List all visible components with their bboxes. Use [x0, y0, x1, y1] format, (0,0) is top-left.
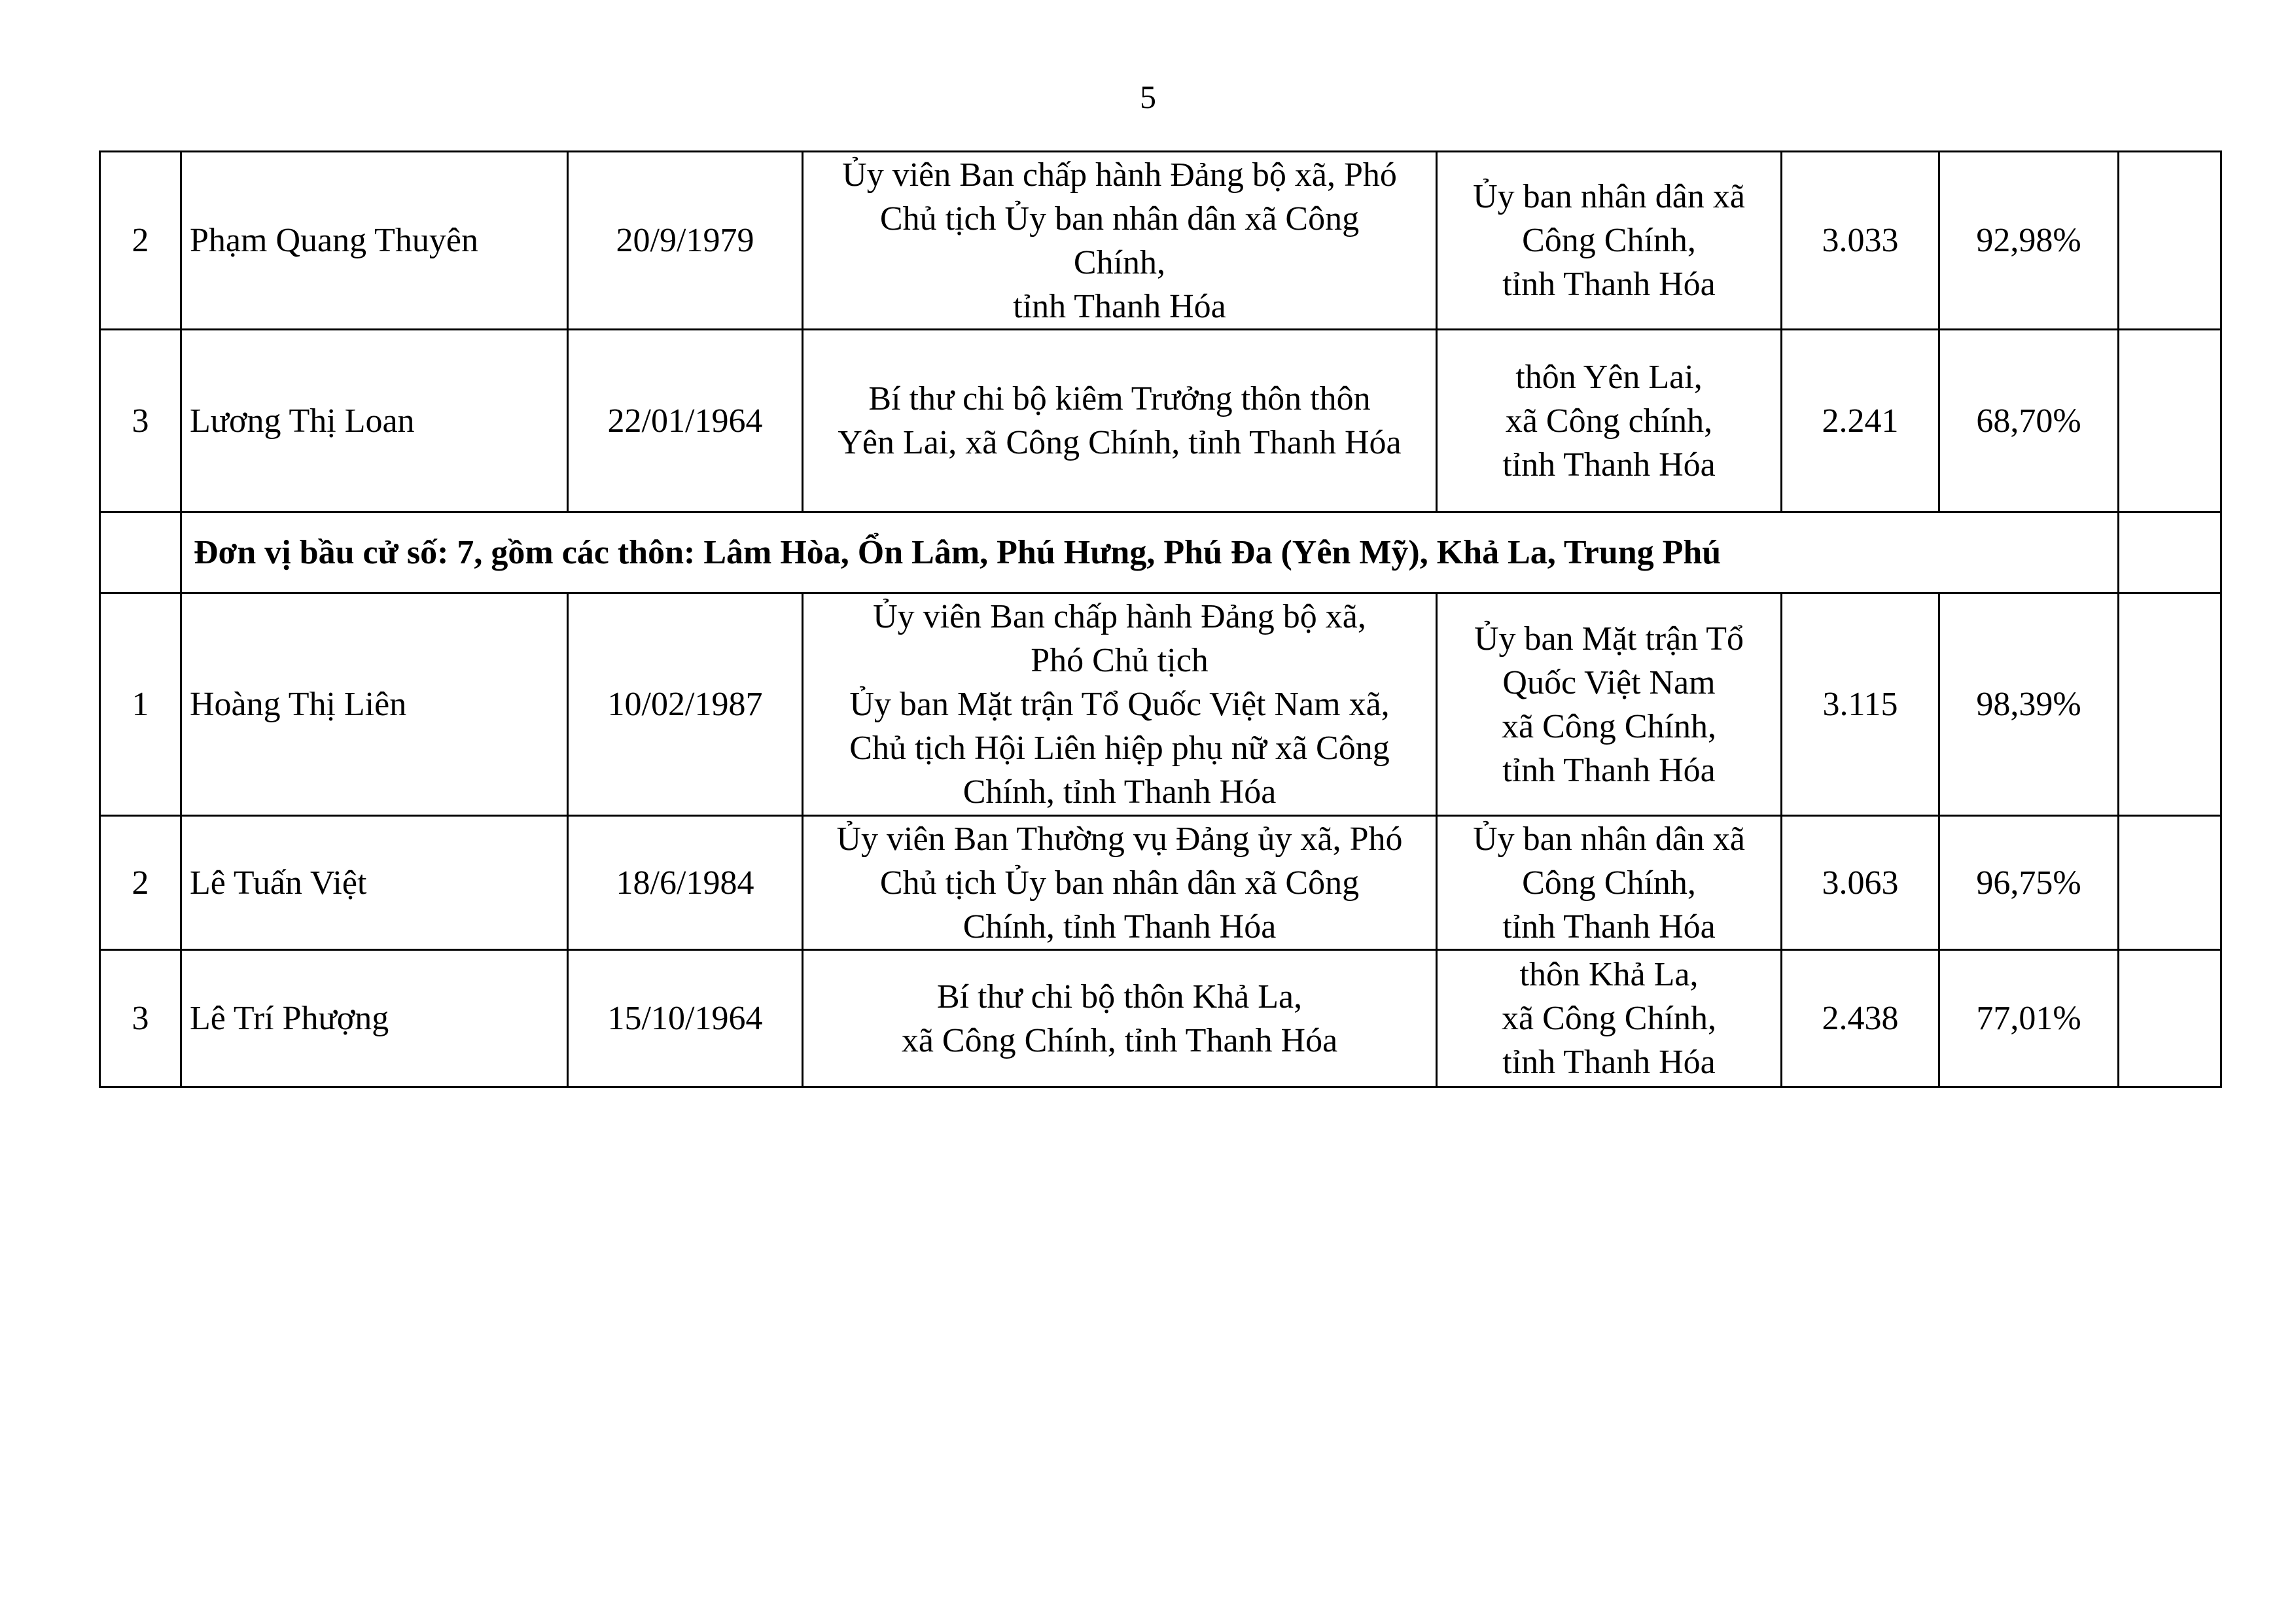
workplace-line: thôn Khả La, — [1519, 956, 1699, 993]
position-line: Ủy viên Ban chấp hành Đảng bộ xã, Phó — [842, 156, 1397, 194]
position-line: Chủ tịch Hội Liên hiệp phụ nữ xã Công — [849, 730, 1390, 767]
percent-cell: 96,75% — [1939, 816, 2119, 950]
note-cell — [2119, 950, 2221, 1087]
table-row — [100, 950, 2221, 1087]
workplace-line: xã Công Chính, — [1502, 707, 1716, 745]
note-cell — [2119, 152, 2221, 330]
percent-cell: 77,01% — [1939, 950, 2119, 1087]
workplace-cell — [1437, 330, 1782, 512]
percent-cell: 92,98% — [1939, 152, 2119, 330]
workplace-line: tỉnh Thanh Hóa — [1502, 908, 1716, 945]
workplace-cell — [1437, 950, 1782, 1087]
position-cell — [803, 593, 1437, 816]
table-row — [100, 816, 2221, 950]
stt-cell: 2 — [100, 152, 181, 330]
note-cell — [2119, 512, 2221, 593]
dob-cell: 18/6/1984 — [568, 816, 803, 950]
position-line: Chính, — [1073, 243, 1166, 281]
note-cell — [2119, 593, 2221, 816]
position-line: Ủy ban Mặt trận Tổ Quốc Việt Nam xã, — [849, 686, 1390, 723]
position-cell — [803, 950, 1437, 1087]
position-line: Chính, tỉnh Thanh Hóa — [963, 908, 1277, 945]
position-cell — [803, 330, 1437, 512]
unit-heading-row — [100, 512, 2221, 593]
stt-cell: 3 — [100, 330, 181, 512]
note-cell — [2119, 330, 2221, 512]
position-line: Chủ tịch Ủy ban nhân dân xã Công — [879, 864, 1360, 902]
workplace-cell — [1437, 152, 1782, 330]
stt-cell: 1 — [100, 593, 181, 816]
position-line: Chính, tỉnh Thanh Hóa — [963, 773, 1277, 811]
workplace-line: Ủy ban Mặt trận Tổ — [1474, 620, 1744, 658]
workplace-line: tỉnh Thanh Hóa — [1502, 751, 1716, 789]
percent-cell: 98,39% — [1939, 593, 2119, 816]
dob-cell: 10/02/1987 — [568, 593, 803, 816]
position-line: Bí thư chi bộ thôn Khả La, — [936, 978, 1303, 1015]
votes-cell: 2.241 — [1782, 330, 1939, 512]
votes-cell: 3.063 — [1782, 816, 1939, 950]
name-cell: Lương Thị Loan — [181, 330, 568, 512]
position-line: Ủy viên Ban Thường vụ Đảng ủy xã, Phó — [836, 820, 1403, 858]
stt-cell: 2 — [100, 816, 181, 950]
table-row — [100, 593, 2221, 816]
page-number: 5 — [1140, 79, 1156, 115]
note-cell — [2119, 816, 2221, 950]
workplace-line: Công Chính, — [1522, 222, 1696, 259]
position-line: xã Công Chính, tỉnh Thanh Hóa — [901, 1021, 1338, 1059]
name-cell: Phạm Quang Thuyên — [181, 152, 568, 330]
dob-cell: 22/01/1964 — [568, 330, 803, 512]
table-row — [100, 152, 2221, 330]
position-line: Yên Lai, xã Công Chính, tỉnh Thanh Hóa — [838, 424, 1402, 461]
position-line: Ủy viên Ban chấp hành Đảng bộ xã, — [873, 598, 1366, 635]
workplace-line: Ủy ban nhân dân xã — [1473, 178, 1745, 215]
workplace-line: xã Công chính, — [1505, 402, 1713, 440]
votes-cell: 2.438 — [1782, 950, 1939, 1087]
results-table — [99, 150, 2222, 1088]
workplace-line: Công Chính, — [1522, 864, 1696, 902]
votes-cell: 3.115 — [1782, 593, 1939, 816]
position-cell — [803, 816, 1437, 950]
position-line: Bí thư chi bộ kiêm Trưởng thôn thôn — [868, 380, 1371, 417]
votes-cell: 3.033 — [1782, 152, 1939, 330]
workplace-line: Quốc Việt Nam — [1502, 663, 1716, 701]
position-line: Chủ tịch Ủy ban nhân dân xã Công — [879, 200, 1360, 238]
workplace-cell — [1437, 593, 1782, 816]
position-line: Phó Chủ tịch — [1031, 642, 1209, 679]
dob-cell: 15/10/1964 — [568, 950, 803, 1087]
stt-cell — [100, 512, 181, 593]
workplace-line: xã Công Chính, — [1502, 1000, 1716, 1037]
unit-heading: Đơn vị bầu cử số: 7, gồm các thôn: Lâm Hòa, Ổn Lâm, Phú Hưng, Phú Đa (Yên Mỹ), Khả La, Trung Phú — [181, 512, 2119, 593]
table-row — [100, 330, 2221, 512]
position-cell — [803, 152, 1437, 330]
name-cell: Lê Tuấn Việt — [181, 816, 568, 950]
workplace-line: tỉnh Thanh Hóa — [1502, 446, 1716, 484]
percent-cell: 68,70% — [1939, 330, 2119, 512]
name-cell: Lê Trí Phượng — [181, 950, 568, 1087]
workplace-line: tỉnh Thanh Hóa — [1502, 1044, 1716, 1081]
workplace-cell — [1437, 816, 1782, 950]
position-line: tỉnh Thanh Hóa — [1013, 287, 1226, 325]
workplace-line: tỉnh Thanh Hóa — [1502, 266, 1716, 303]
stt-cell: 3 — [100, 950, 181, 1087]
name-cell: Hoàng Thị Liên — [181, 593, 568, 816]
dob-cell: 20/9/1979 — [568, 152, 803, 330]
workplace-line: thôn Yên Lai, — [1515, 358, 1703, 396]
workplace-line: Ủy ban nhân dân xã — [1473, 820, 1745, 858]
